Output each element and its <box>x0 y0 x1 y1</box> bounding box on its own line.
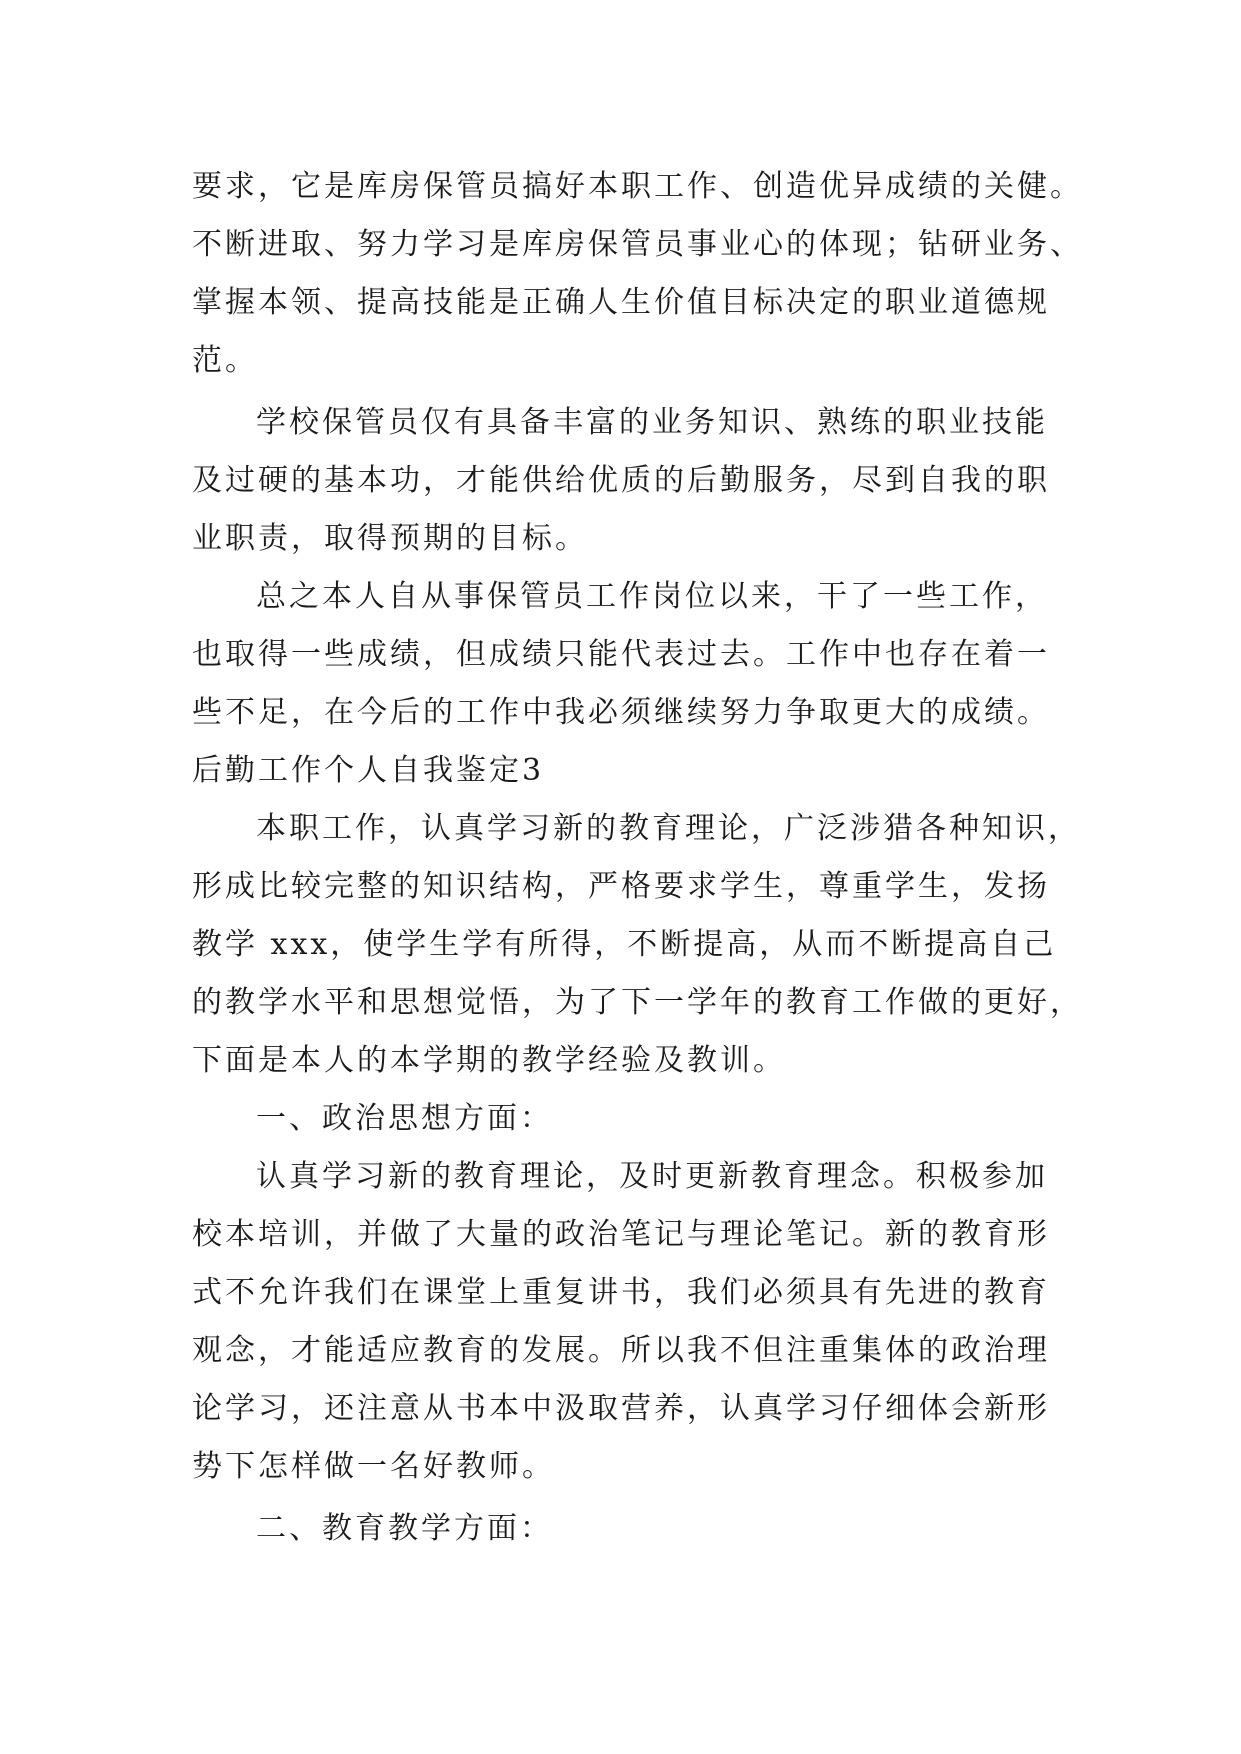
text-line: 些不足，在今后的工作中我必须继续努力争取更大的成绩。 <box>192 695 1050 730</box>
text-line: 不断进取、努力学习是库房保管员事业心的体现；钻研业务、 <box>192 227 1083 262</box>
text-line: 势下怎样做一名好教师。 <box>192 1449 555 1484</box>
text-line: 形成比较完整的知识结构，严格要求学生，尊重学生，发扬 <box>192 869 1050 904</box>
text-line: 及过硬的基本功，才能供给优质的后勤服务，尽到自我的职 <box>192 463 1050 498</box>
text-line: 也取得一些成绩，但成绩只能代表过去。工作中也存在着一 <box>192 637 1050 672</box>
text-line: 论学习，还注意从书本中汲取营养，认真学习仔细体会新形 <box>192 1391 1050 1426</box>
text-line: 观念，才能适应教育的发展。所以我不但注重集体的政治理 <box>192 1333 1050 1368</box>
section-heading: 后勤工作个人自我鉴定3 <box>192 753 545 788</box>
text-line: 掌握本领、提高技能是正确人生价值目标决定的职业道德规 <box>192 285 1050 320</box>
paragraph-first-line: 本职工作，认真学习新的教育理论，广泛涉猎各种知识， <box>256 811 1081 846</box>
text-line: 业职责，取得预期的目标。 <box>192 521 588 556</box>
text-line: 式不允许我们在课堂上重复讲书，我们必须具有先进的教育 <box>192 1275 1050 1310</box>
paragraph-first-line: 总之本人自从事保管员工作岗位以来，干了一些工作， <box>256 579 1048 614</box>
text-line: 下面是本人的本学期的教学经验及教训。 <box>192 1043 786 1078</box>
text-line: 校本培训，并做了大量的政治笔记与理论笔记。新的教育形 <box>192 1217 1050 1252</box>
paragraph-first-line: 认真学习新的教育理论，及时更新教育理念。积极参加 <box>256 1159 1048 1194</box>
text-line: 要求，它是库房保管员搞好本职工作、创造优异成绩的关健。 <box>192 169 1083 204</box>
paragraph-first-line: 学校保管员仅有具备丰富的业务知识、熟练的职业技能 <box>256 405 1048 440</box>
text-line: 教学 xxx，使学生学有所得，不断提高，从而不断提高自己 <box>192 927 1057 962</box>
subsection-heading: 二、教育教学方面： <box>256 1511 553 1546</box>
document-body <box>192 158 1083 1558</box>
subsection-heading: 一、政治思想方面： <box>256 1101 553 1136</box>
text-line: 的教学水平和思想觉悟，为了下一学年的教育工作做的更好， <box>192 985 1083 1020</box>
text-line: 范。 <box>192 343 258 378</box>
